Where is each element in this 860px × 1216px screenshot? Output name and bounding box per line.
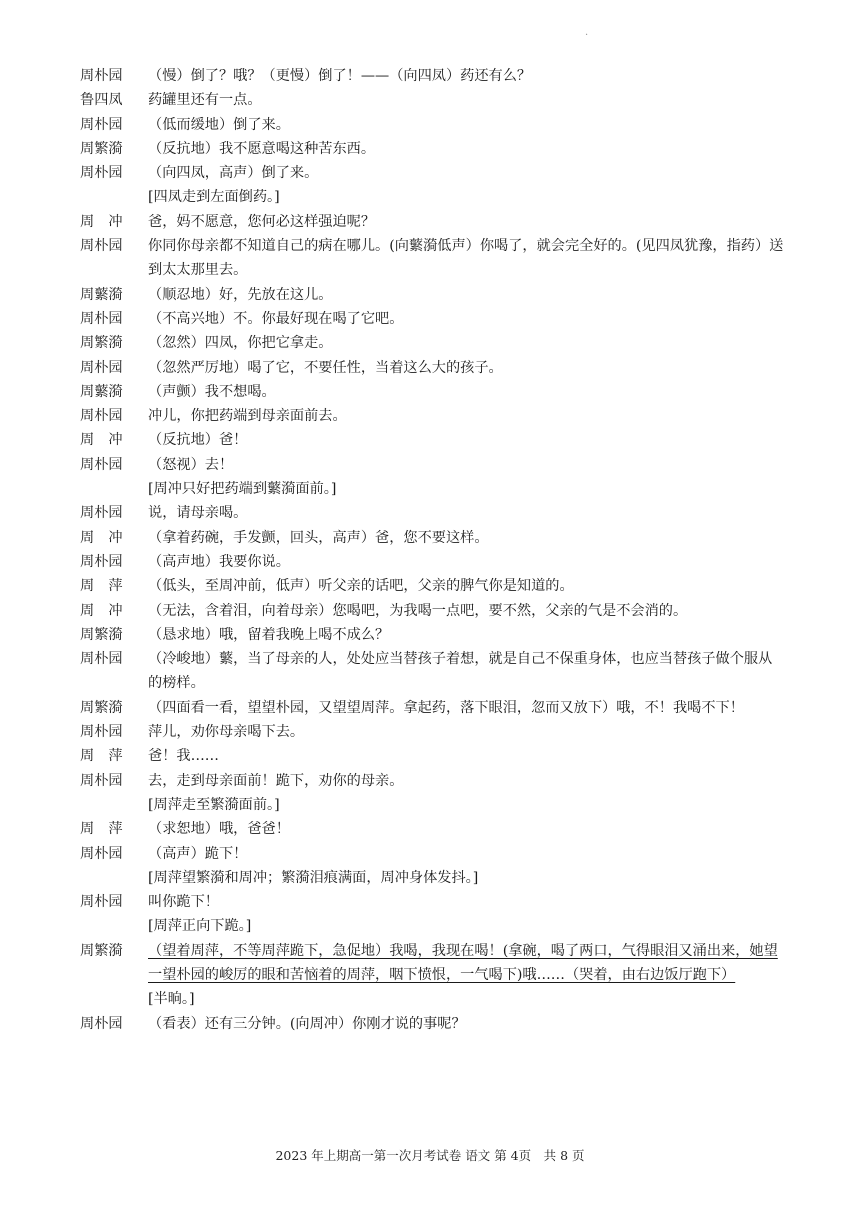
dialogue-line bbox=[80, 769, 785, 793]
line-text: （顺忍地）好，先放在这儿。 bbox=[148, 286, 333, 303]
dialogue-line bbox=[80, 696, 785, 720]
stage-direction: [周冲只好把药端到蘩漪面前。] bbox=[148, 481, 337, 498]
line-text: （低头，至周冲前，低声）听父亲的话吧，父亲的脾气你是知道的。 bbox=[148, 578, 574, 595]
speaker-name: 周 萍 bbox=[80, 821, 123, 838]
line-text: （无法，含着泪，向着母亲）您喝吧，为我喝一点吧，要不然，父亲的气是不会消的。 bbox=[148, 602, 688, 619]
dialogue-line bbox=[80, 161, 785, 185]
speaker-name: 周繁漪 bbox=[80, 335, 123, 352]
line-text: （拿着药碗，手发颤，回头，高声）爸，您不要这样。 bbox=[148, 529, 489, 546]
line-text: 冲儿，你把药端到母亲面前去。 bbox=[148, 408, 347, 425]
line-text: （四面看一看，望望朴园，又望望周萍。拿起药，落下眼泪，忽而又放下）哦，不！我喝不下！ bbox=[148, 699, 744, 716]
line-text: （怒视）去！ bbox=[148, 456, 234, 473]
line-text: 爸，妈不愿意，您何必这样强迫呢？ bbox=[148, 213, 376, 230]
line-text: 药罐里还有一点。 bbox=[148, 92, 262, 109]
speaker-name bbox=[80, 477, 148, 501]
stage-direction: [周萍走至繁漪面前。] bbox=[148, 796, 280, 813]
line-text: （冷峻地）蘩，当了母亲的人，处处应当替孩子着想，就是自己不保重身体，也应当替孩子做个服从的榜样。 bbox=[148, 651, 773, 692]
speaker-name bbox=[80, 987, 148, 1011]
speaker-name: 周朴园 bbox=[80, 116, 123, 133]
speaker-name bbox=[80, 914, 148, 938]
dialogue-line bbox=[80, 647, 785, 696]
line-text: 爸！我…… bbox=[148, 748, 219, 765]
speaker-name: 周 萍 bbox=[80, 578, 123, 595]
speaker-name: 周朴园 bbox=[80, 845, 123, 862]
line-text: （恳求地）哦，留着我晚上喝不成么？ bbox=[148, 626, 390, 643]
dialogue-line bbox=[80, 623, 785, 647]
dialogue-line bbox=[80, 453, 785, 477]
dialogue-line bbox=[80, 428, 785, 452]
line-text: 去，走到母亲面前！跪下，劝你的母亲。 bbox=[148, 772, 404, 789]
speaker-name: 周朴园 bbox=[80, 651, 123, 668]
dialogue-line bbox=[80, 307, 785, 331]
dialogue-line bbox=[80, 817, 785, 841]
dialogue-line bbox=[80, 744, 785, 768]
dialogue-line bbox=[80, 210, 785, 234]
speaker-name: 周朴园 bbox=[80, 772, 123, 789]
speaker-name: 周 冲 bbox=[80, 432, 123, 449]
speaker-name bbox=[80, 793, 148, 817]
page-footer: 2023 年上期高一第一次月考试卷 语文 第 4页 共 8 页 bbox=[275, 1148, 585, 1163]
stage-direction-line bbox=[80, 185, 785, 209]
speaker-name: 周朴园 bbox=[80, 724, 123, 741]
stage-direction: [四凤走到左面倒药。] bbox=[148, 189, 280, 206]
speaker-name: 周繁漪 bbox=[80, 626, 123, 643]
speaker-name: 周 冲 bbox=[80, 602, 123, 619]
speaker-name: 周 冲 bbox=[80, 529, 123, 546]
speaker-name: 周朴园 bbox=[80, 553, 123, 570]
line-text: （望着周萍，不等周萍跪下，急促地）我喝，我现在喝！(拿碗，喝了两口，气得眼泪又涌出来，她望一望朴园的峻厉的眼和苦恼着的周萍，咽下愤恨，一气喝下)哦……（哭着，由右边饭厅跑下） bbox=[148, 942, 778, 983]
line-text: （看表）还有三分钟。(向周冲）你刚才说的事呢？ bbox=[148, 1015, 466, 1032]
stage-direction: [周萍正向下跪。] bbox=[148, 918, 252, 935]
speaker-name: 周朴园 bbox=[80, 456, 123, 473]
dialogue-line bbox=[80, 720, 785, 744]
line-text: （反抗地）我不愿意喝这种苦东西。 bbox=[148, 140, 376, 157]
line-text: （低而缓地）倒了来。 bbox=[148, 116, 290, 133]
dialogue-line bbox=[80, 234, 785, 283]
speaker-name: 周朴园 bbox=[80, 1015, 123, 1032]
speaker-name: 周蘩漪 bbox=[80, 383, 123, 400]
stage-direction: [周萍望繁漪和周冲；繁漪泪痕满面，周冲身体发抖。] bbox=[148, 869, 479, 886]
stage-direction-line bbox=[80, 914, 785, 938]
dialogue-line bbox=[80, 356, 785, 380]
line-text: 萍儿，劝你母亲喝下去。 bbox=[148, 724, 305, 741]
stage-direction-line bbox=[80, 793, 785, 817]
line-text: （慢）倒了？哦？（更慢）倒了！——（向四凤）药还有么？ bbox=[148, 68, 532, 84]
speaker-name: 周朴园 bbox=[80, 238, 123, 255]
line-text: （忽然严厉地）喝了它，不要任性，当着这么大的孩子。 bbox=[148, 359, 503, 376]
dialogue-line bbox=[80, 137, 785, 161]
dialogue-line bbox=[80, 599, 785, 623]
speaker-name bbox=[80, 866, 148, 890]
speaker-name: 鲁四凤 bbox=[80, 92, 123, 109]
dialogue-line bbox=[80, 939, 785, 988]
line-text: （高声）跪下！ bbox=[148, 845, 248, 862]
dialogue-line bbox=[80, 501, 785, 525]
speaker-name bbox=[80, 185, 148, 209]
line-text: 你同你母亲都不知道自己的病在哪儿。(向蘩漪低声）你喝了，就会完全好的。(见四凤犹豫，指药）送到太太那里去。 bbox=[148, 238, 784, 279]
stage-direction: [半晌。] bbox=[148, 991, 195, 1008]
speaker-name: 周蘩漪 bbox=[80, 286, 123, 303]
dialogue-line bbox=[80, 404, 785, 428]
speaker-name: 周繁漪 bbox=[80, 942, 123, 959]
stage-direction-line bbox=[80, 866, 785, 890]
dialogue-line bbox=[80, 526, 785, 550]
speaker-name: 周朴园 bbox=[80, 408, 123, 425]
line-text: （高声地）我要你说。 bbox=[148, 553, 290, 570]
speaker-name: 周 萍 bbox=[80, 748, 123, 765]
speaker-name: 周朴园 bbox=[80, 894, 123, 911]
line-text: （不高兴地）不。你最好现在喝了它吧。 bbox=[148, 310, 404, 327]
dialogue-line bbox=[80, 113, 785, 137]
speaker-name: 周朴园 bbox=[80, 165, 123, 182]
dialogue-line bbox=[80, 574, 785, 598]
dialogue-line bbox=[80, 64, 785, 88]
dialogue-line bbox=[80, 88, 785, 112]
line-text: （声颤）我不想喝。 bbox=[148, 383, 276, 400]
dialogue-line bbox=[80, 842, 785, 866]
line-text: 叫你跪下！ bbox=[148, 894, 219, 911]
top-mark: · bbox=[585, 30, 589, 41]
speaker-name: 周 冲 bbox=[80, 213, 123, 230]
speaker-name: 周朴园 bbox=[80, 505, 123, 522]
line-text: （求恕地）哦，爸爸！ bbox=[148, 821, 290, 838]
line-text: （忽然）四凤，你把它拿走。 bbox=[148, 335, 333, 352]
dialogue-line bbox=[80, 550, 785, 574]
stage-direction-line bbox=[80, 477, 785, 501]
speaker-name: 周朴园 bbox=[80, 359, 123, 376]
speaker-name: 周繁漪 bbox=[80, 140, 123, 157]
line-text: 说，请母亲喝。 bbox=[148, 505, 248, 522]
speaker-name: 周繁漪 bbox=[80, 699, 123, 716]
dialogue-line bbox=[80, 283, 785, 307]
speaker-name: 周朴园 bbox=[80, 68, 123, 84]
dialogue-line bbox=[80, 1012, 785, 1036]
dialogue-line bbox=[80, 331, 785, 355]
stage-direction-line bbox=[80, 987, 785, 1011]
drama-script bbox=[80, 64, 785, 1036]
dialogue-line bbox=[80, 890, 785, 914]
line-text: （向四凤，高声）倒了来。 bbox=[148, 165, 319, 182]
dialogue-line bbox=[80, 380, 785, 404]
speaker-name: 周朴园 bbox=[80, 310, 123, 327]
line-text: （反抗地）爸！ bbox=[148, 432, 248, 449]
